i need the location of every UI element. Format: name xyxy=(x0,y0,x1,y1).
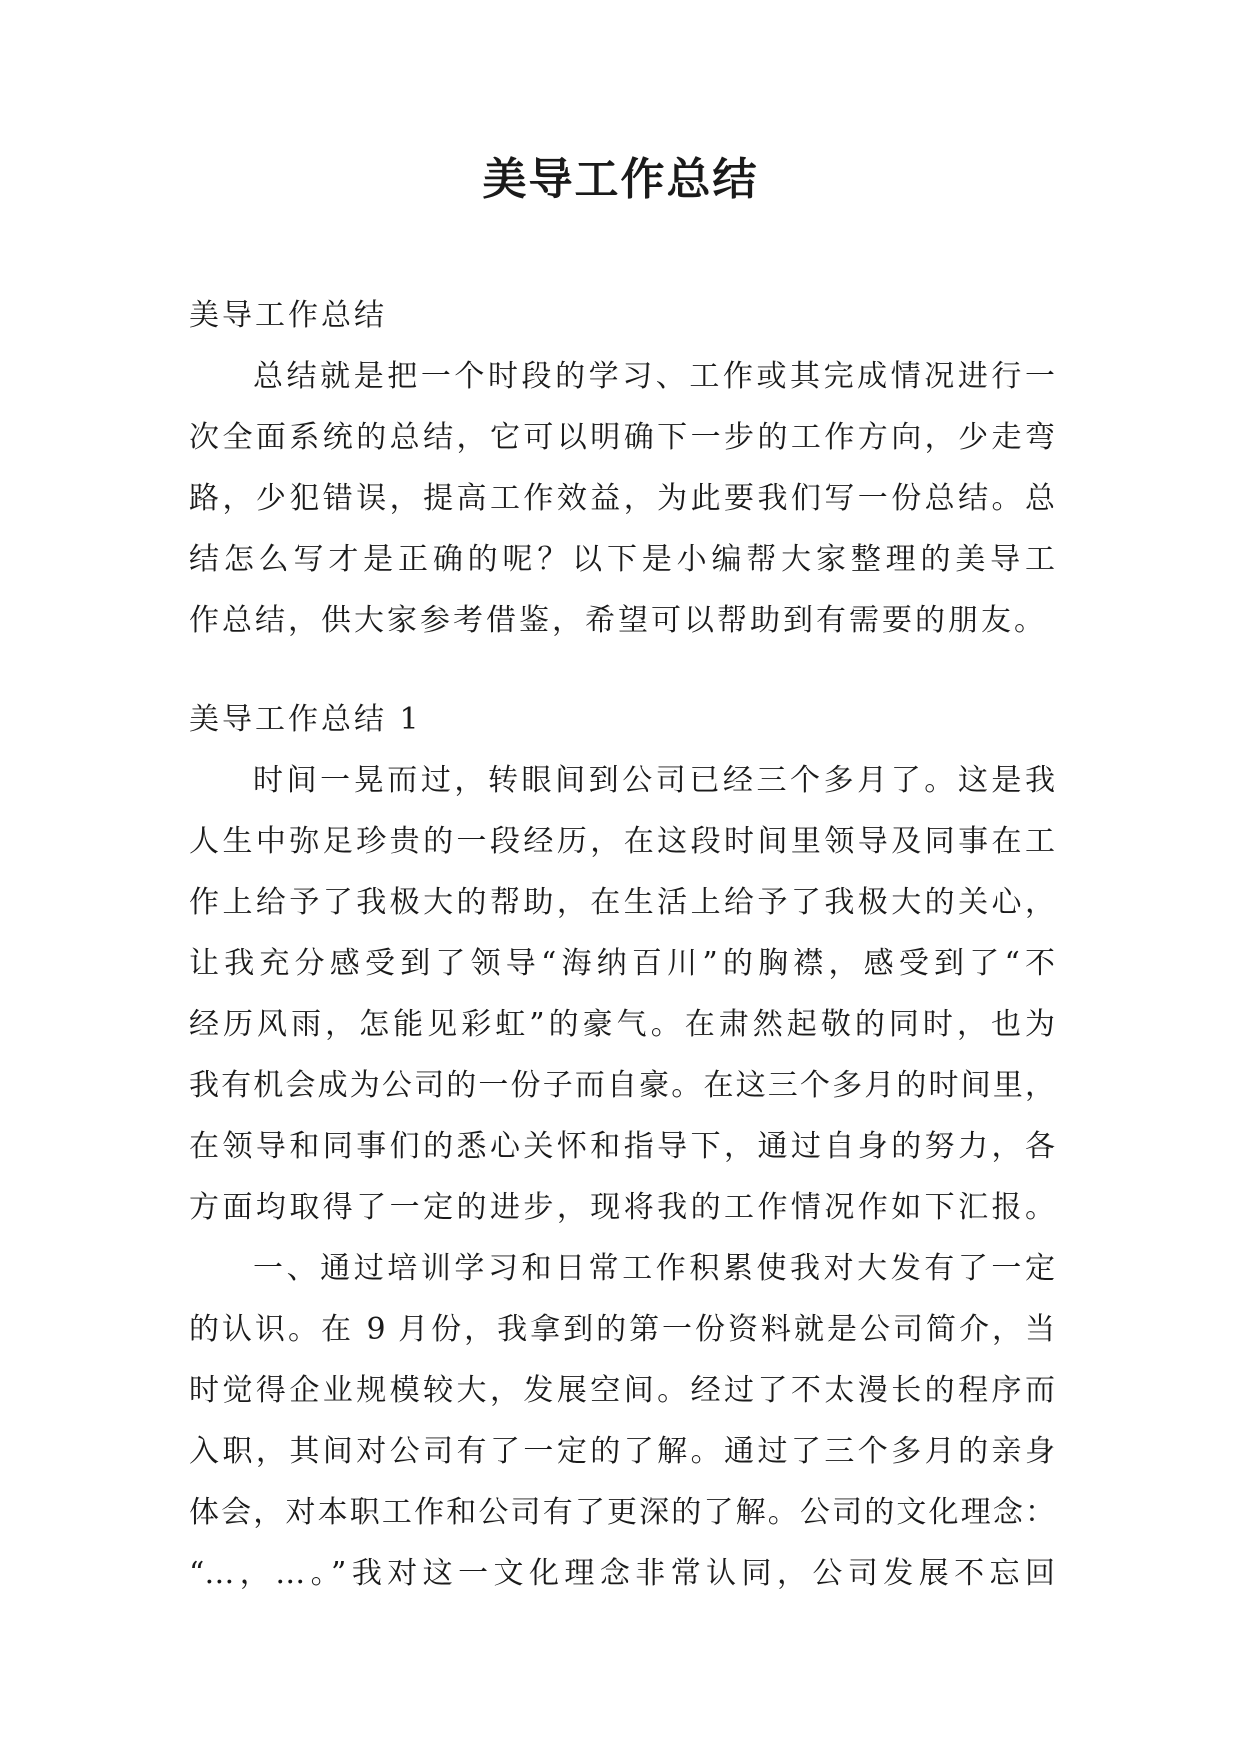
paragraph-line: 我有机会成为公司的一份子而自豪。在这三个多月的时间里， xyxy=(189,1068,1055,1103)
section1-paragraph-1 xyxy=(189,750,1055,1238)
paragraph-line: 作上给予了我极大的帮助，在生活上给予了我极大的关心， xyxy=(189,885,1055,920)
paragraph-line: 总结就是把一个时段的学习、工作或其完成情况进行一 xyxy=(253,359,1055,394)
paragraph-line: 方面均取得了一定的进步，现将我的工作情况作如下汇报。 xyxy=(189,1190,1055,1225)
intro-paragraph xyxy=(189,346,1055,651)
document-title: 美导工作总结 xyxy=(482,154,759,205)
paragraph-line: 作总结，供大家参考借鉴，希望可以帮助到有需要的朋友。 xyxy=(189,603,1047,638)
paragraph-line: 一、通过培训学习和日常工作积累使我对大发有了一定 xyxy=(253,1251,1055,1286)
paragraph-line: 的认识。在 9 月份，我拿到的第一份资料就是公司简介，当 xyxy=(189,1312,1055,1347)
paragraph-line: 入职，其间对公司有了一定的了解。通过了三个多月的亲身 xyxy=(189,1434,1055,1469)
paragraph-line: 让我充分感受到了领导“海纳百川”的胸襟，感受到了“不 xyxy=(189,946,1055,981)
intro-heading: 美导工作总结 xyxy=(189,298,387,333)
paragraph-line: 时觉得企业规模较大，发展空间。经过了不太漫长的程序而 xyxy=(189,1373,1055,1408)
document-body xyxy=(189,285,1055,1604)
paragraph-line: 次全面系统的总结，它可以明确下一步的工作方向，少走弯 xyxy=(189,420,1055,455)
paragraph-line: 经历风雨，怎能见彩虹”的豪气。在肃然起敬的同时，也为 xyxy=(189,1007,1055,1042)
paragraph-line: 人生中弥足珍贵的一段经历，在这段时间里领导及同事在工 xyxy=(189,824,1055,859)
section1-paragraph-2 xyxy=(189,1238,1055,1604)
section-heading: 美导工作总结 1 xyxy=(189,702,422,737)
section-gap xyxy=(189,651,1055,689)
paragraph-line: 路，少犯错误，提高工作效益，为此要我们写一份总结。总 xyxy=(189,481,1055,516)
paragraph-line: “…，…。”我对这一文化理念非常认同，公司发展不忘回 xyxy=(189,1556,1055,1591)
paragraph-line: 在领导和同事们的悉心关怀和指导下，通过自身的努力，各 xyxy=(189,1129,1055,1164)
paragraph-line: 结怎么写才是正确的呢？以下是小编帮大家整理的美导工 xyxy=(189,542,1055,577)
paragraph-line: 时间一晃而过，转眼间到公司已经三个多月了。这是我 xyxy=(253,763,1055,798)
paragraph-line: 体会，对本职工作和公司有了更深的了解。公司的文化理念： xyxy=(189,1495,1055,1530)
